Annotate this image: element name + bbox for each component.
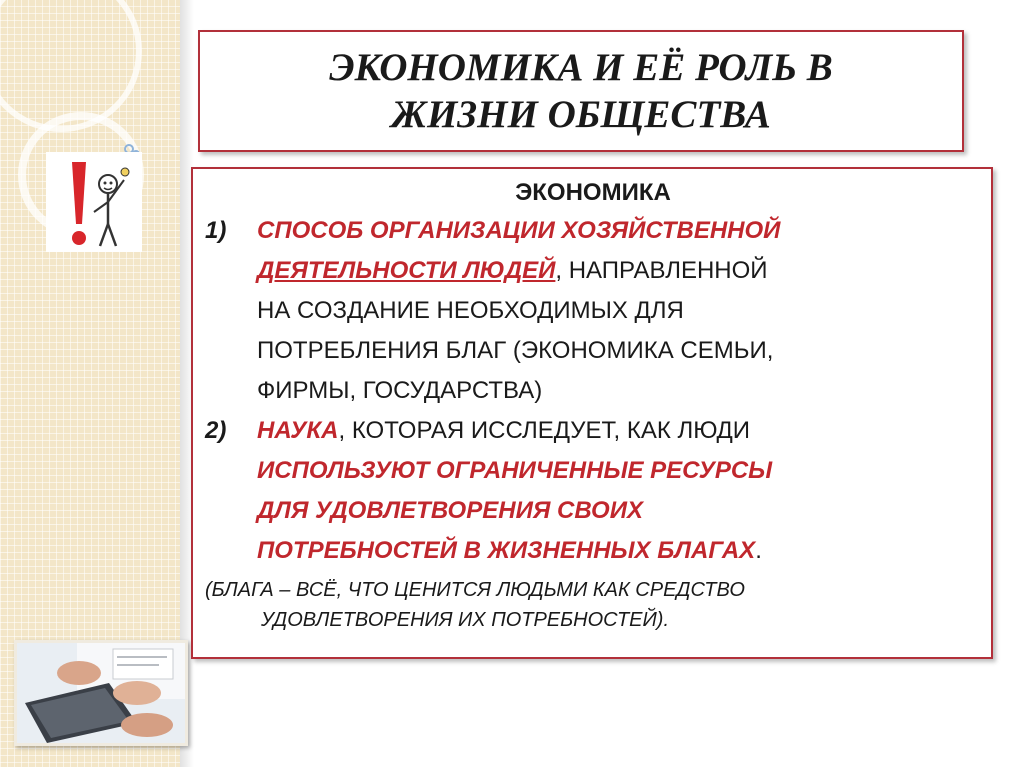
item-number: 2): [205, 417, 227, 444]
item-text: [257, 211, 780, 411]
title-line-2: ЖИЗНИ ОБЩЕСТВА: [391, 93, 771, 136]
highlighted-text: ИСПОЛЬЗУЮТ ОГРАНИЧЕННЫЕ РЕСУРСЫ: [257, 457, 773, 484]
exclamation-figure-illustration: [46, 152, 142, 252]
definition-note: [205, 575, 981, 635]
title-box: [198, 30, 964, 152]
highlighted-underlined-text: ДЕЯТЕЛЬНОСТИ ЛЮДЕЙ: [257, 257, 556, 284]
note-line-2: УДОВЛЕТВОРЕНИЯ ИХ ПОТРЕБНОСТЕЙ).: [261, 609, 670, 631]
highlighted-text: ПОТРЕБНОСТЕЙ В ЖИЗНЕННЫХ БЛАГАХ: [257, 537, 756, 564]
plain-text: ПОТРЕБЛЕНИЯ БЛАГ (ЭКОНОМИКА СЕМЬИ,: [257, 337, 774, 364]
note-line-1: (БЛАГА – ВСЁ, ЧТО ЦЕНИТСЯ ЛЮДЬМИ КАК СРЕДСТВО: [205, 579, 745, 601]
plain-text: ФИРМЫ, ГОСУДАРСТВА): [257, 377, 543, 404]
definition-box: [191, 167, 993, 659]
plain-text: НА СОЗДАНИЕ НЕОБХОДИМЫХ ДЛЯ: [257, 297, 684, 324]
plain-text: .: [755, 537, 762, 564]
item-text: [257, 411, 772, 571]
plain-text: , НАПРАВЛЕННОЙ: [555, 257, 768, 284]
definition-item-2: [205, 411, 981, 571]
highlighted-text: СПОСОБ ОРГАНИЗАЦИИ ХОЗЯЙСТВЕННОЙ: [257, 217, 781, 244]
item-number: 1): [205, 217, 227, 244]
plain-text: , КОТОРАЯ ИССЛЕДУЕТ, КАК ЛЮДИ: [338, 417, 750, 444]
highlighted-text: ДЛЯ УДОВЛЕТВОРЕНИЯ СВОИХ: [257, 497, 643, 524]
page-title: [301, 44, 861, 138]
definition-heading: ЭКОНОМИКА: [515, 179, 671, 206]
title-line-1: ЭКОНОМИКА И ЕЁ РОЛЬ В: [329, 46, 833, 89]
laptop-hands-photo: [14, 640, 188, 746]
laptop-icon: [17, 643, 185, 743]
highlighted-text: НАУКА: [257, 417, 339, 444]
definition-item-1: [205, 211, 981, 411]
